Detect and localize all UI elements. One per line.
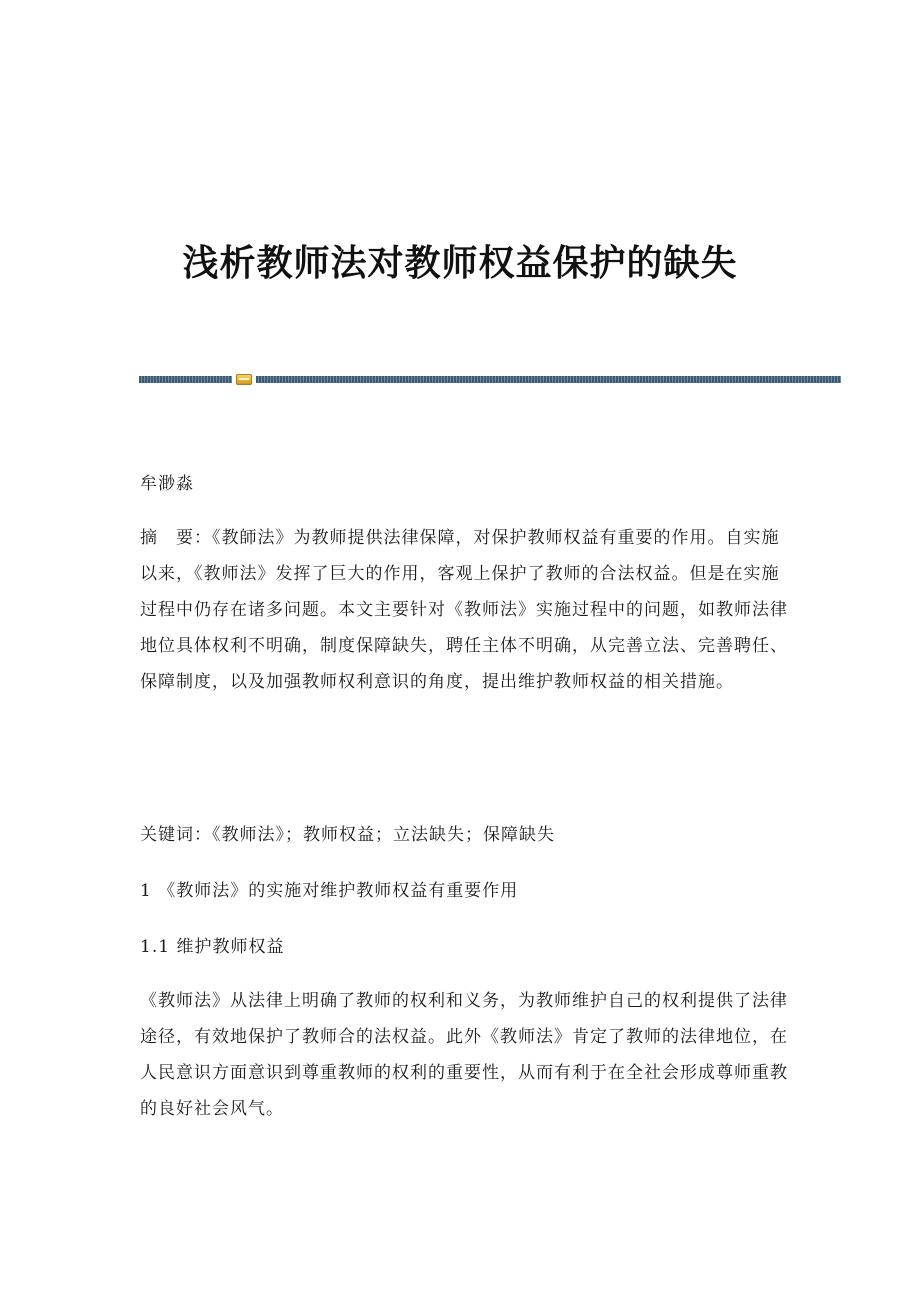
document-title: 浅析教师法对教师权益保护的缺失 — [182, 243, 738, 285]
abstract-paragraph: 摘 要：《教師法》为教师提供法律保障，对保护教师权益有重要的作用。自实施以来，《教师法》发挥了巨大的作用，客观上保护了教师的合法权益。但是在实施过程中仍存在诸多问题。本文主要针对《教师法》实施过程中的问题，如教师法律地位具体权利不明确，制度保障缺失，聘任主体不明确，从完善立法、完善聘任、保障制度，以及加强教师权利意识的角度，提出维护教师权益的相关措施。 — [140, 528, 788, 692]
divider-bar-right — [256, 376, 841, 383]
divider-bar-left — [139, 376, 232, 383]
author-name: 牟渺淼 — [140, 474, 194, 494]
title-divider — [139, 374, 841, 386]
divider-ornament-icon — [236, 374, 252, 385]
section-1-1-paragraph: 《教师法》从法律上明确了教师的权利和义务，为教师维护自己的权利提供了法律途径，有效地保护了教师合的法权益。此外《教师法》肯定了教师的法律地位，在人民意识方面意识到尊重教师的权利的重要性，从而有利于在全社会形成尊师重教的良好社会风气。 — [140, 991, 788, 1119]
section-1-heading: 1 《教师法》的实施对维护教师权益有重要作用 — [140, 881, 519, 901]
section-1-1-heading: 1.1 维护教师权益 — [140, 937, 285, 957]
keywords-line: 关键词：《教师法》；教师权益；立法缺失；保障缺失 — [140, 825, 555, 845]
